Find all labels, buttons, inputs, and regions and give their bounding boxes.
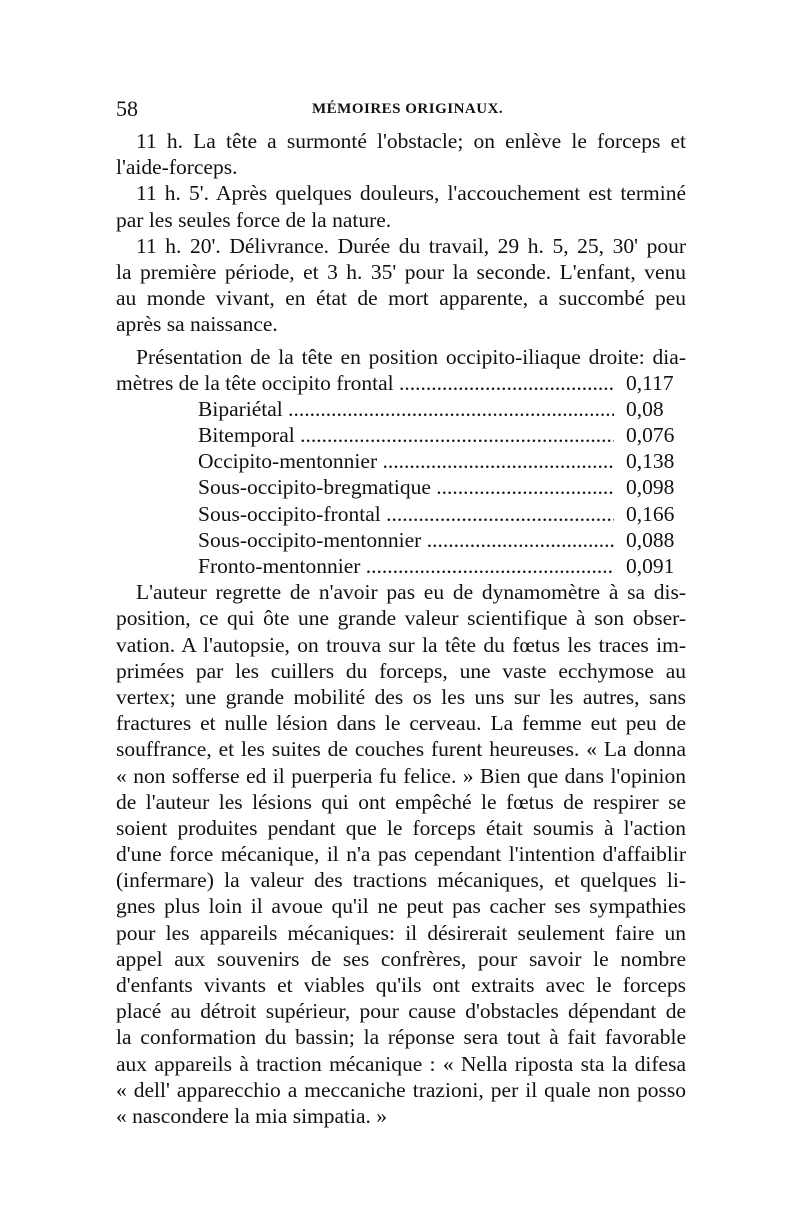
text-line: après sa naissance. [116,312,278,337]
paragraph-4 [116,579,686,1129]
text-line: au monde vivant, en état de mort apparente, a succombé peu [116,286,686,311]
measurement-row [116,370,686,396]
text-line: primées par les cuillers du forceps, une vaste ecchymose au [116,658,686,683]
text-line: souffrance, et les suites de couches furent heureuses. « La donna [116,737,686,762]
running-title: MÉMOIRES ORIGINAUX. [312,101,504,117]
measurement-row [116,448,686,474]
text-line: L'auteur regrette de n'avoir pas eu de dynamomètre à sa dis- [136,580,686,605]
measurement-value: 0,091 [626,554,675,578]
measurement-label: Sous-occipito-mentonnier ..... [198,527,614,553]
page-number: 58 [116,96,138,121]
measurement-row [116,422,686,448]
paragraph-2 [116,180,686,232]
measurement-value: 0,076 [626,423,675,448]
measurement-value: 0,166 [626,501,675,526]
text-line: vertex; une grande mobilité des os les uns sur les autres, sans [116,684,686,709]
text-line: Présentation de la tête en position occipito-iliaque droite: dia- [136,344,686,369]
text-line: la conformation du bassin; la réponse sera tout à fait favorable [116,1025,686,1050]
measurement-row [116,553,686,579]
text-line: fractures et nulle lésion dans le cerveau. La femme eut peu de [116,711,686,736]
text-line: soient produites pendant que le forceps était soumis à l'action [116,815,686,840]
measurement-value: 0,098 [626,475,675,500]
measurement-value: 0,08 [626,396,664,421]
page-body [116,128,686,1129]
measurement-label: Occipito-mentonnier ..... [198,448,614,474]
text-line: « nascondere la mia simpatia. » [116,1103,388,1128]
text-line: 11 h. 5'. Après quelques douleurs, l'accouchement est terminé [136,181,686,206]
text-line: l'aide-forceps. [116,155,238,180]
text-line: placé au détroit supérieur, pour cause d'obstacles dépendant de [116,999,686,1024]
text-line: d'enfants vivants et viables qu'ils ont extraits avec le forceps [116,973,686,997]
paragraph-1 [116,128,686,180]
text-line: par les seules force de la nature. [116,207,392,232]
text-line: la première période, et 3 h. 35' pour la seconde. L'enfant, venu [116,259,686,284]
measurement-label: Sous-occipito-frontal ..... [198,501,614,527]
text-line: (infermare) la valeur des tractions mécaniques, et quelques li- [116,868,686,893]
text-line: 11 h. La tête a surmonté l'obstacle; on enlève le forceps et [136,129,686,153]
paragraph-3 [116,233,686,338]
text-line: appel aux souvenirs de ses confrères, pour savoir le nombre [116,946,686,971]
measurements-section [116,344,686,580]
text-line: aux appareils à traction mécanique : « Nella riposta sta la difesa [116,1051,686,1076]
text-line: de l'auteur les lésions qui ont empêché le fœtus de respirer se [116,789,686,814]
measurement-label: Bipariétal ..... [198,396,614,422]
text-line: « dell' apparecchio a meccaniche trazioni, per il quale non posso [116,1077,686,1102]
measurement-label: Fronto-mentonnier ..... [198,553,614,579]
text-line: position, ce qui ôte une grande valeur scientifique à son obser- [116,606,686,631]
measurement-row [116,474,686,500]
measurement-value: 0,138 [626,449,675,474]
measurement-value: 0,117 [626,370,674,395]
measurement-row [116,501,686,527]
measurement-row [116,527,686,553]
measurement-value: 0,088 [626,527,675,552]
measurement-label: Bitemporal ..... [198,422,614,448]
text-line: 11 h. 20'. Délivrance. Durée du travail, 29 h. 5, 25, 30' pour [136,233,686,258]
text-line: « non sofferse ed il puerperia fu felice. » Bien que dans l'opinion [116,763,686,788]
text-line: gnes plus loin il avoue qu'il ne peut pas cacher ses sympathies [116,894,686,919]
text-line: vation. A l'autopsie, on trouva sur la tête du fœtus les traces im- [116,632,686,657]
measurement-label: mètres de la tête occipito frontal ..... [116,370,614,396]
text-line: pour les appareils mécaniques: il désirerait seulement faire un [116,920,686,945]
measurement-row [116,396,686,422]
page-header [116,96,686,122]
text-line: d'une force mécanique, il n'a pas cependant l'intention d'affaiblir [116,842,686,867]
measurement-label: Sous-occipito-bregmatique ..... [198,474,614,500]
